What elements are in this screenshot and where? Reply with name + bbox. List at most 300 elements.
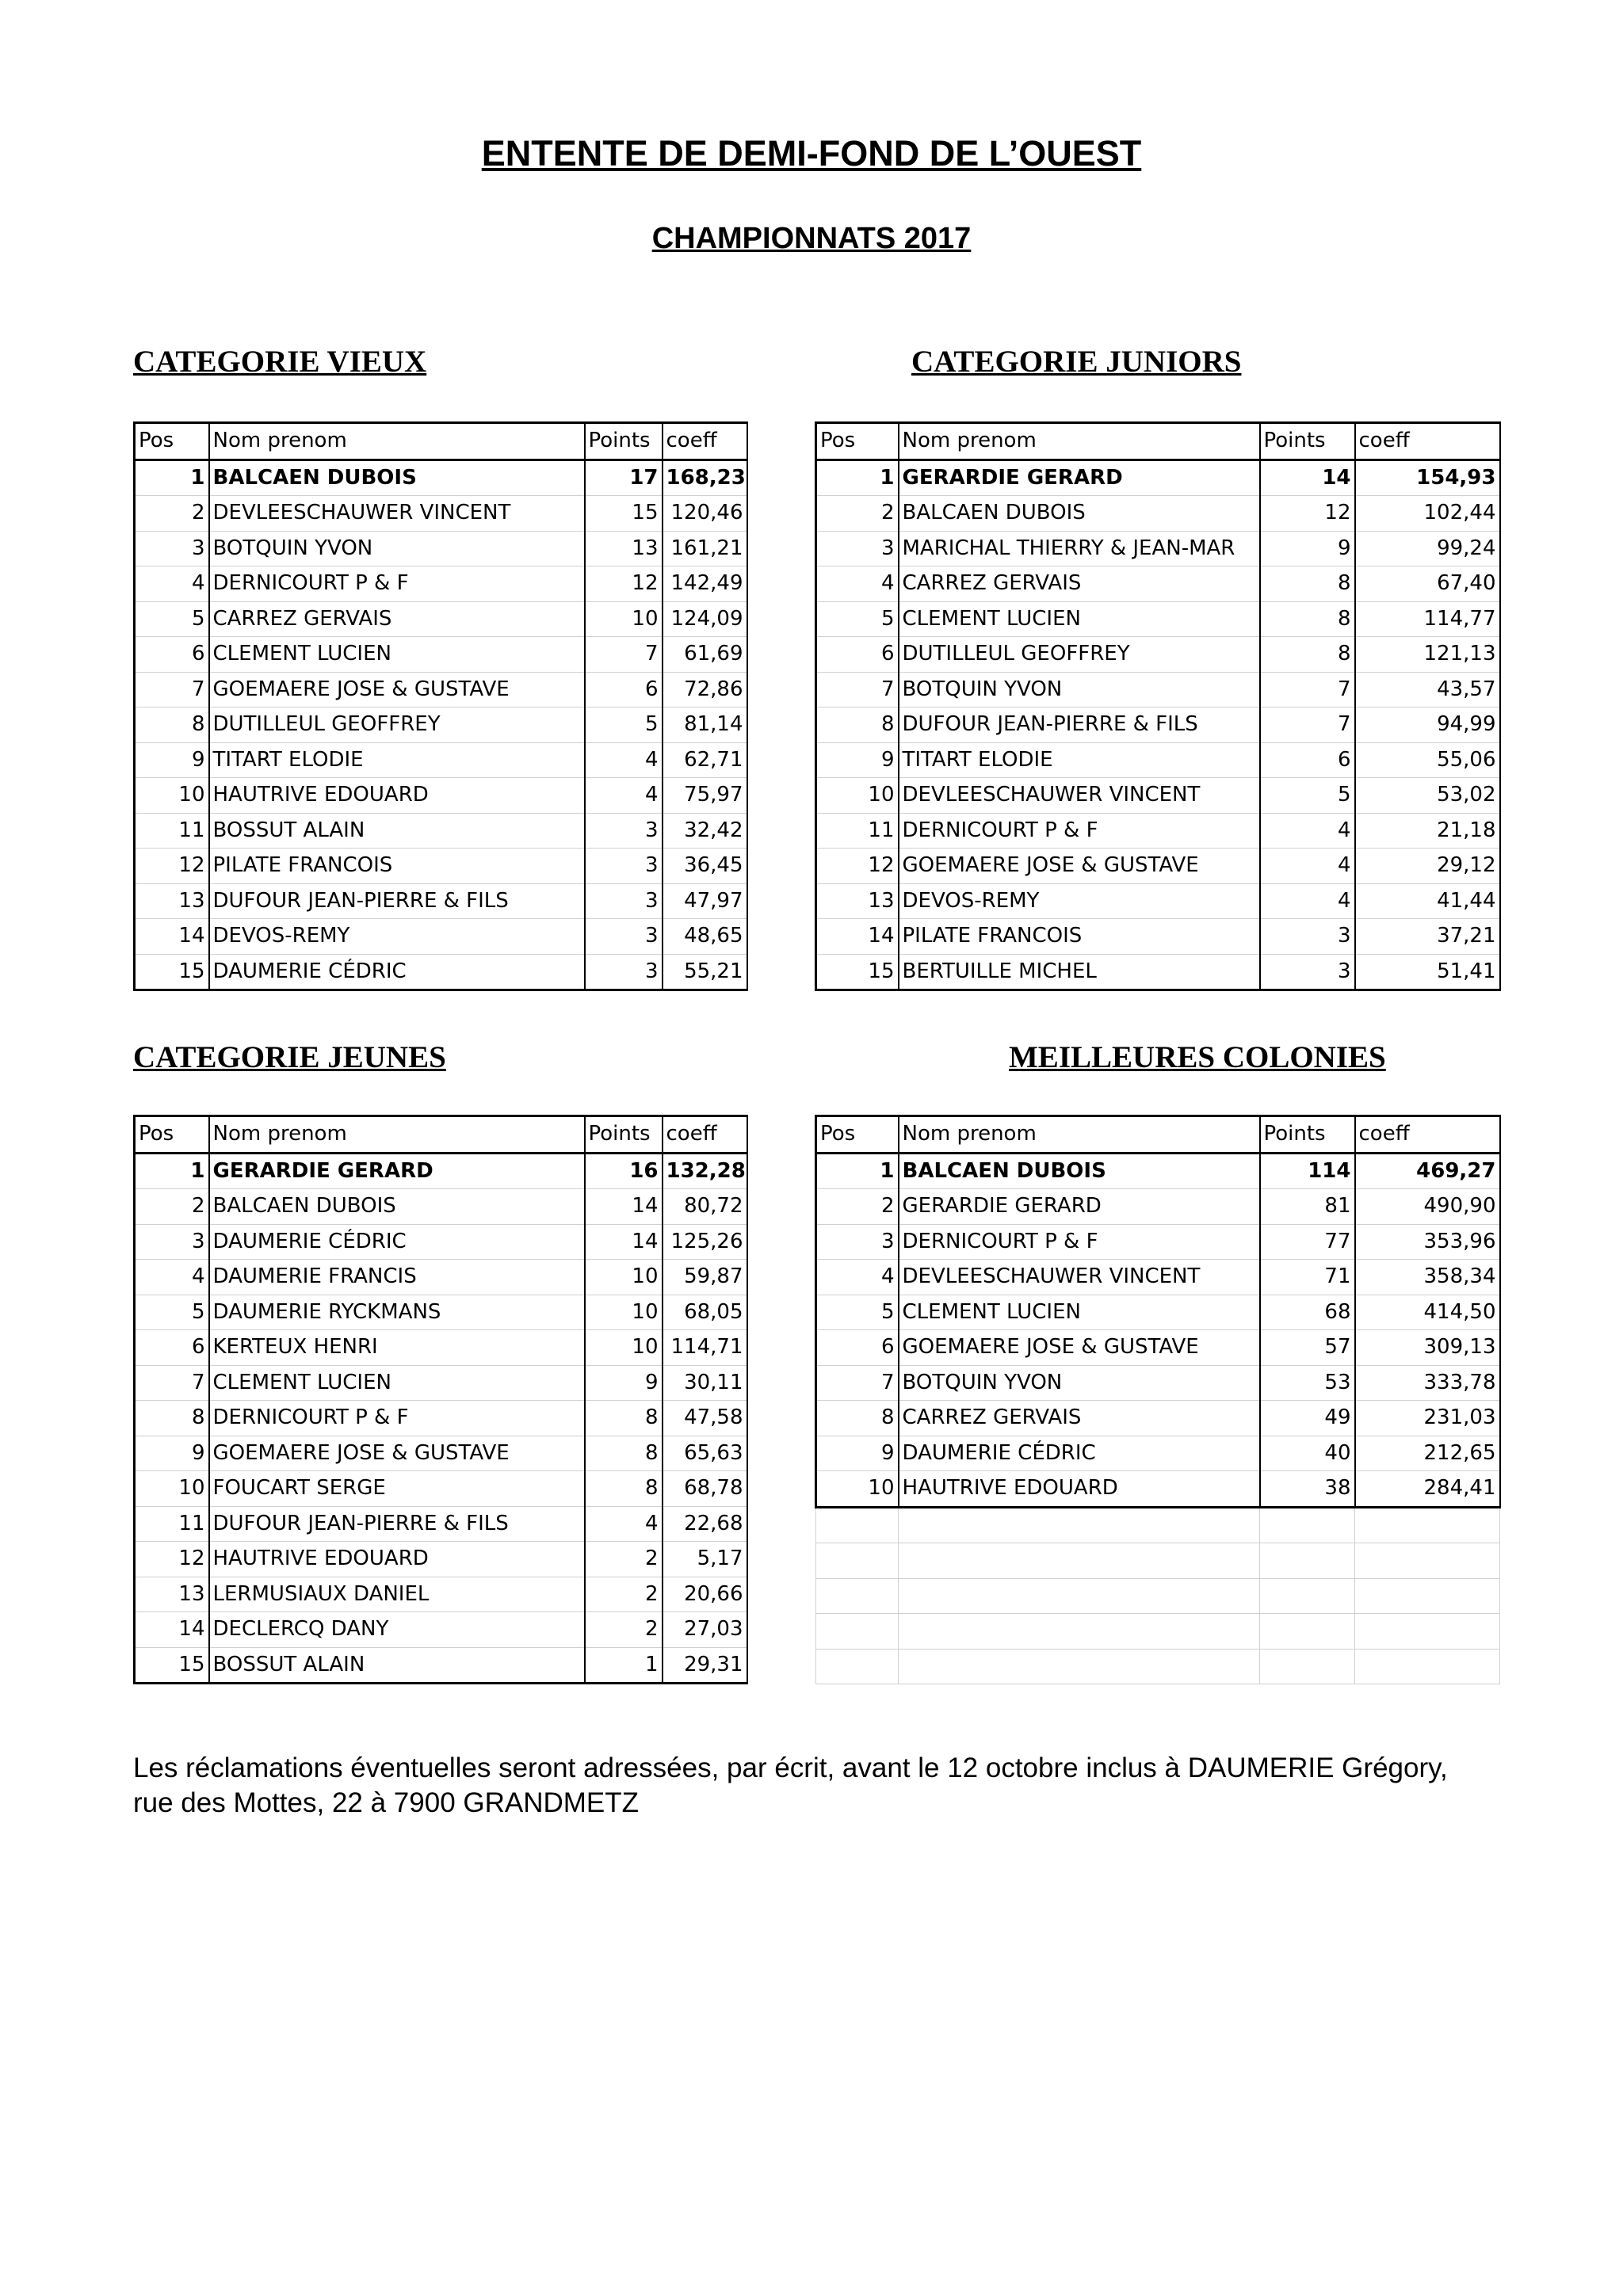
results-table-juniors (815, 421, 1501, 991)
cell-name: BALCAEN DUBOIS (209, 460, 585, 496)
empty-cell (1260, 1507, 1355, 1543)
cell-pos: 11 (135, 813, 209, 849)
cell-name: TITART ELODIE (899, 742, 1260, 778)
cell-coeff: 32,42 (663, 813, 747, 849)
cell-points: 49 (1260, 1401, 1355, 1436)
cell-pos: 12 (135, 1542, 209, 1577)
cell-coeff: 309,13 (1355, 1330, 1500, 1366)
cell-points: 2 (585, 1612, 663, 1648)
cell-name: GOEMAERE JOSE & GUSTAVE (899, 849, 1260, 884)
empty-cell (1355, 1543, 1500, 1579)
cell-points: 10 (585, 601, 663, 637)
cell-name: KERTEUX HENRI (209, 1330, 585, 1366)
cell-coeff: 114,77 (1355, 601, 1500, 637)
cell-points: 8 (585, 1401, 663, 1436)
cell-points: 10 (585, 1330, 663, 1366)
cell-points: 14 (585, 1189, 663, 1225)
table-row (135, 1224, 747, 1260)
cell-coeff: 121,13 (1355, 637, 1500, 673)
empty-cell (1355, 1614, 1500, 1650)
table-row (135, 1506, 747, 1542)
cell-name: GOEMAERE JOSE & GUSTAVE (209, 1436, 585, 1471)
empty-cell (1355, 1507, 1500, 1543)
cell-name: DEVLEESCHAUWER VINCENT (899, 1260, 1260, 1295)
cell-pos: 4 (135, 566, 209, 602)
column-header-name: Nom prenom (209, 423, 585, 460)
table-header-row (816, 1116, 1500, 1154)
cell-pos: 3 (816, 1224, 899, 1260)
cell-points: 7 (1260, 707, 1355, 743)
cell-name: DAUMERIE CÉDRIC (209, 954, 585, 990)
table-row (135, 954, 747, 990)
column-header-coeff: coeff (663, 423, 747, 460)
table-row (816, 1295, 1500, 1330)
cell-name: BALCAEN DUBOIS (209, 1189, 585, 1225)
column-header-pos: Pos (135, 1116, 209, 1154)
cell-points: 2 (585, 1542, 663, 1577)
empty-cell (816, 1578, 899, 1614)
cell-name: BERTUILLE MICHEL (899, 954, 1260, 990)
cell-coeff: 231,03 (1355, 1401, 1500, 1436)
cell-coeff: 41,44 (1355, 883, 1500, 919)
cell-coeff: 21,18 (1355, 813, 1500, 849)
cell-pos: 2 (816, 496, 899, 532)
cell-pos: 1 (135, 460, 209, 496)
cell-name: CARREZ GERVAIS (899, 566, 1260, 602)
cell-name: CARREZ GERVAIS (899, 1401, 1260, 1436)
cell-points: 12 (585, 566, 663, 602)
cell-points: 13 (585, 531, 663, 566)
table-row (816, 601, 1500, 637)
empty-cell (1260, 1649, 1355, 1684)
table-row (816, 919, 1500, 955)
section-title-juniors: CATEGORIE JUNIORS (911, 345, 1242, 379)
cell-name: LERMUSIAUX DANIEL (209, 1577, 585, 1612)
table-row (816, 531, 1500, 566)
cell-coeff: 358,34 (1355, 1260, 1500, 1295)
empty-cell (899, 1507, 1260, 1543)
empty-row (816, 1578, 1500, 1614)
cell-coeff: 414,50 (1355, 1295, 1500, 1330)
empty-cell (1260, 1614, 1355, 1650)
results-table-vieux (133, 421, 748, 991)
empty-cell (816, 1614, 899, 1650)
cell-points: 77 (1260, 1224, 1355, 1260)
empty-cell (1355, 1649, 1500, 1684)
cell-name: CARREZ GERVAIS (209, 601, 585, 637)
cell-pos: 15 (816, 954, 899, 990)
cell-pos: 10 (135, 778, 209, 814)
cell-points: 1 (585, 1647, 663, 1684)
table-row (816, 742, 1500, 778)
cell-points: 4 (1260, 883, 1355, 919)
cell-points: 57 (1260, 1330, 1355, 1366)
table-row (135, 919, 747, 955)
cell-points: 114 (1260, 1153, 1355, 1189)
cell-coeff: 72,86 (663, 672, 747, 707)
cell-pos: 8 (816, 1401, 899, 1436)
cell-pos: 2 (135, 1189, 209, 1225)
table-row (135, 1542, 747, 1577)
cell-points: 6 (1260, 742, 1355, 778)
cell-coeff: 47,58 (663, 1401, 747, 1436)
cell-points: 53 (1260, 1365, 1355, 1401)
table-row (816, 460, 1500, 496)
cell-pos: 15 (135, 954, 209, 990)
empty-cell (816, 1649, 899, 1684)
cell-coeff: 142,49 (663, 566, 747, 602)
cell-points: 4 (1260, 849, 1355, 884)
cell-points: 8 (585, 1436, 663, 1471)
cell-coeff: 120,46 (663, 496, 747, 532)
cell-name: GOEMAERE JOSE & GUSTAVE (899, 1330, 1260, 1366)
cell-name: DERNICOURT P & F (899, 813, 1260, 849)
cell-coeff: 154,93 (1355, 460, 1500, 496)
cell-name: CLEMENT LUCIEN (209, 637, 585, 673)
cell-name: DERNICOURT P & F (899, 1224, 1260, 1260)
cell-pos: 7 (816, 1365, 899, 1401)
cell-pos: 10 (816, 1471, 899, 1508)
section-title-vieux: CATEGORIE VIEUX (133, 345, 427, 379)
empty-cell (1260, 1578, 1355, 1614)
empty-row (816, 1649, 1500, 1684)
cell-points: 14 (585, 1224, 663, 1260)
cell-coeff: 30,11 (663, 1365, 747, 1401)
cell-pos: 11 (816, 813, 899, 849)
cell-name: DUFOUR JEAN-PIERRE & FILS (209, 883, 585, 919)
cell-pos: 6 (816, 637, 899, 673)
empty-cell (1355, 1578, 1500, 1614)
cell-pos: 9 (135, 742, 209, 778)
cell-coeff: 59,87 (663, 1260, 747, 1295)
cell-coeff: 36,45 (663, 849, 747, 884)
cell-points: 4 (585, 1506, 663, 1542)
table-row (816, 496, 1500, 532)
cell-pos: 2 (135, 496, 209, 532)
cell-name: CLEMENT LUCIEN (899, 1295, 1260, 1330)
cell-coeff: 55,06 (1355, 742, 1500, 778)
cell-coeff: 53,02 (1355, 778, 1500, 814)
cell-coeff: 68,05 (663, 1295, 747, 1330)
column-header-pos: Pos (816, 1116, 899, 1154)
table-row (135, 1471, 747, 1507)
cell-name: DAUMERIE CÉDRIC (209, 1224, 585, 1260)
empty-cell (899, 1543, 1260, 1579)
cell-name: DERNICOURT P & F (209, 1401, 585, 1436)
cell-pos: 9 (816, 742, 899, 778)
cell-coeff: 132,28 (663, 1153, 747, 1189)
column-header-points: Points (585, 423, 663, 460)
table-row (135, 496, 747, 532)
cell-coeff: 75,97 (663, 778, 747, 814)
page-subtitle: CHAMPIONNATS 2017 (651, 222, 972, 255)
cell-coeff: 67,40 (1355, 566, 1500, 602)
table-row (135, 1295, 747, 1330)
table-row (816, 1365, 1500, 1401)
column-header-points: Points (1260, 423, 1355, 460)
table-row (816, 1471, 1500, 1508)
table-header-row (816, 423, 1500, 460)
results-table-jeunes (133, 1115, 748, 1684)
table-row (816, 707, 1500, 743)
cell-points: 3 (585, 919, 663, 955)
cell-coeff: 61,69 (663, 637, 747, 673)
column-header-coeff: coeff (663, 1116, 747, 1154)
cell-coeff: 62,71 (663, 742, 747, 778)
cell-coeff: 20,66 (663, 1577, 747, 1612)
table-row (135, 849, 747, 884)
cell-coeff: 125,26 (663, 1224, 747, 1260)
table-row (135, 1365, 747, 1401)
cell-pos: 9 (816, 1436, 899, 1471)
cell-coeff: 27,03 (663, 1612, 747, 1648)
cell-points: 5 (585, 707, 663, 743)
cell-coeff: 284,41 (1355, 1471, 1500, 1508)
cell-pos: 13 (816, 883, 899, 919)
cell-points: 71 (1260, 1260, 1355, 1295)
column-header-name: Nom prenom (899, 1116, 1260, 1154)
cell-points: 14 (1260, 460, 1355, 496)
cell-pos: 10 (135, 1471, 209, 1507)
empty-row (816, 1507, 1500, 1543)
cell-name: CLEMENT LUCIEN (209, 1365, 585, 1401)
table-row (135, 742, 747, 778)
table-row (816, 1224, 1500, 1260)
table-row (135, 883, 747, 919)
cell-name: DECLERCQ DANY (209, 1612, 585, 1648)
column-header-points: Points (1260, 1116, 1355, 1154)
cell-points: 9 (585, 1365, 663, 1401)
empty-cell (899, 1578, 1260, 1614)
cell-pos: 4 (135, 1260, 209, 1295)
cell-name: HAUTRIVE EDOUARD (899, 1471, 1260, 1508)
cell-name: PILATE FRANCOIS (899, 919, 1260, 955)
cell-coeff: 65,63 (663, 1436, 747, 1471)
cell-coeff: 22,68 (663, 1506, 747, 1542)
cell-points: 8 (1260, 566, 1355, 602)
empty-row (816, 1543, 1500, 1579)
cell-name: BOTQUIN YVON (899, 1365, 1260, 1401)
cell-name: TITART ELODIE (209, 742, 585, 778)
cell-name: BOTQUIN YVON (209, 531, 585, 566)
cell-name: DAUMERIE RYCKMANS (209, 1295, 585, 1330)
cell-name: BALCAEN DUBOIS (899, 1153, 1260, 1189)
cell-points: 2 (585, 1577, 663, 1612)
cell-points: 17 (585, 460, 663, 496)
cell-points: 8 (585, 1471, 663, 1507)
cell-pos: 6 (816, 1330, 899, 1366)
cell-name: BOSSUT ALAIN (209, 1647, 585, 1684)
section-title-jeunes: CATEGORIE JEUNES (133, 1040, 446, 1074)
cell-coeff: 161,21 (663, 531, 747, 566)
table-row (135, 637, 747, 673)
cell-points: 3 (585, 849, 663, 884)
cell-points: 8 (1260, 637, 1355, 673)
table-row (135, 672, 747, 707)
table-row (816, 954, 1500, 990)
table-header-row (135, 1116, 747, 1154)
cell-name: DAUMERIE FRANCIS (209, 1260, 585, 1295)
cell-coeff: 68,78 (663, 1471, 747, 1507)
cell-points: 81 (1260, 1189, 1355, 1225)
cell-pos: 13 (135, 883, 209, 919)
table-row (135, 1647, 747, 1684)
cell-name: MARICHAL THIERRY & JEAN-MAR (899, 531, 1260, 566)
table-row (135, 1612, 747, 1648)
cell-name: DEVOS-REMY (209, 919, 585, 955)
cell-coeff: 55,21 (663, 954, 747, 990)
cell-name: GERARDIE GERARD (209, 1153, 585, 1189)
cell-pos: 9 (135, 1436, 209, 1471)
cell-pos: 14 (135, 1612, 209, 1648)
cell-pos: 12 (816, 849, 899, 884)
cell-name: GOEMAERE JOSE & GUSTAVE (209, 672, 585, 707)
empty-cell (899, 1649, 1260, 1684)
cell-pos: 5 (135, 601, 209, 637)
table-row (135, 1436, 747, 1471)
cell-name: FOUCART SERGE (209, 1471, 585, 1507)
table-row (816, 672, 1500, 707)
cell-name: DUFOUR JEAN-PIERRE & FILS (899, 707, 1260, 743)
cell-coeff: 48,65 (663, 919, 747, 955)
cell-pos: 1 (135, 1153, 209, 1189)
cell-name: BALCAEN DUBOIS (899, 496, 1260, 532)
column-header-name: Nom prenom (899, 423, 1260, 460)
cell-pos: 8 (816, 707, 899, 743)
cell-points: 9 (1260, 531, 1355, 566)
empty-row (816, 1614, 1500, 1650)
cell-coeff: 81,14 (663, 707, 747, 743)
table-row (135, 1401, 747, 1436)
column-header-pos: Pos (816, 423, 899, 460)
column-header-points: Points (585, 1116, 663, 1154)
table-row (135, 707, 747, 743)
footer-note: Les réclamations éventuelles seront adressées, par écrit, avant le 12 octobre inclus à DAUMERIE Grégory, rue des Mottes, 22 à 7900 GRANDMETZ (133, 1753, 1448, 1818)
cell-pos: 13 (135, 1577, 209, 1612)
cell-points: 40 (1260, 1436, 1355, 1471)
cell-points: 68 (1260, 1295, 1355, 1330)
table-row (135, 531, 747, 566)
cell-pos: 10 (816, 778, 899, 814)
cell-coeff: 47,97 (663, 883, 747, 919)
table-header-row (135, 423, 747, 460)
cell-pos: 12 (135, 849, 209, 884)
cell-name: DEVOS-REMY (899, 883, 1260, 919)
column-header-name: Nom prenom (209, 1116, 585, 1154)
table-row (816, 1260, 1500, 1295)
table-row (816, 813, 1500, 849)
cell-coeff: 5,17 (663, 1542, 747, 1577)
cell-name: HAUTRIVE EDOUARD (209, 1542, 585, 1577)
cell-points: 6 (585, 672, 663, 707)
cell-coeff: 80,72 (663, 1189, 747, 1225)
cell-name: DERNICOURT P & F (209, 566, 585, 602)
cell-name: DEVLEESCHAUWER VINCENT (209, 496, 585, 532)
cell-points: 10 (585, 1260, 663, 1295)
cell-coeff: 212,65 (1355, 1436, 1500, 1471)
cell-points: 10 (585, 1295, 663, 1330)
cell-points: 4 (585, 742, 663, 778)
table-row (135, 1153, 747, 1189)
cell-coeff: 51,41 (1355, 954, 1500, 990)
cell-coeff: 114,71 (663, 1330, 747, 1366)
empty-cell (1260, 1543, 1355, 1579)
table-row (816, 883, 1500, 919)
cell-pos: 14 (135, 919, 209, 955)
section-title-colonies: MEILLEURES COLONIES (1009, 1040, 1386, 1074)
cell-points: 7 (585, 637, 663, 673)
cell-name: DEVLEESCHAUWER VINCENT (899, 778, 1260, 814)
cell-pos: 1 (816, 460, 899, 496)
table-row (816, 637, 1500, 673)
cell-name: BOSSUT ALAIN (209, 813, 585, 849)
cell-coeff: 37,21 (1355, 919, 1500, 955)
cell-pos: 3 (135, 531, 209, 566)
cell-coeff: 490,90 (1355, 1189, 1500, 1225)
cell-points: 4 (1260, 813, 1355, 849)
cell-points: 3 (585, 813, 663, 849)
cell-pos: 11 (135, 1506, 209, 1542)
cell-coeff: 168,23 (663, 460, 747, 496)
cell-coeff: 43,57 (1355, 672, 1500, 707)
cell-pos: 5 (135, 1295, 209, 1330)
cell-pos: 3 (816, 531, 899, 566)
table-row (135, 1260, 747, 1295)
column-header-pos: Pos (135, 423, 209, 460)
table-row (135, 460, 747, 496)
cell-name: GERARDIE GERARD (899, 460, 1260, 496)
cell-name: CLEMENT LUCIEN (899, 601, 1260, 637)
column-header-coeff: coeff (1355, 1116, 1500, 1154)
table-row (135, 566, 747, 602)
cell-points: 7 (1260, 672, 1355, 707)
cell-points: 4 (585, 778, 663, 814)
cell-pos: 7 (135, 672, 209, 707)
cell-name: DAUMERIE CÉDRIC (899, 1436, 1260, 1471)
cell-name: DUTILLEUL GEOFFREY (899, 637, 1260, 673)
table-row (135, 778, 747, 814)
cell-pos: 15 (135, 1647, 209, 1684)
cell-points: 3 (1260, 919, 1355, 955)
cell-points: 3 (585, 954, 663, 990)
column-header-coeff: coeff (1355, 423, 1500, 460)
cell-points: 15 (585, 496, 663, 532)
empty-cell (816, 1507, 899, 1543)
cell-points: 3 (585, 883, 663, 919)
cell-pos: 8 (135, 707, 209, 743)
table-row (135, 1330, 747, 1366)
cell-pos: 5 (816, 1295, 899, 1330)
cell-coeff: 99,24 (1355, 531, 1500, 566)
empty-cell (899, 1614, 1260, 1650)
cell-pos: 8 (135, 1401, 209, 1436)
cell-points: 5 (1260, 778, 1355, 814)
cell-pos: 2 (816, 1189, 899, 1225)
cell-points: 8 (1260, 601, 1355, 637)
table-row (816, 566, 1500, 602)
cell-pos: 4 (816, 566, 899, 602)
cell-points: 3 (1260, 954, 1355, 990)
cell-pos: 3 (135, 1224, 209, 1260)
cell-points: 38 (1260, 1471, 1355, 1508)
cell-points: 12 (1260, 496, 1355, 532)
cell-coeff: 102,44 (1355, 496, 1500, 532)
cell-pos: 6 (135, 1330, 209, 1366)
cell-pos: 7 (135, 1365, 209, 1401)
cell-name: DUFOUR JEAN-PIERRE & FILS (209, 1506, 585, 1542)
table-row (135, 1577, 747, 1612)
cell-coeff: 353,96 (1355, 1224, 1500, 1260)
